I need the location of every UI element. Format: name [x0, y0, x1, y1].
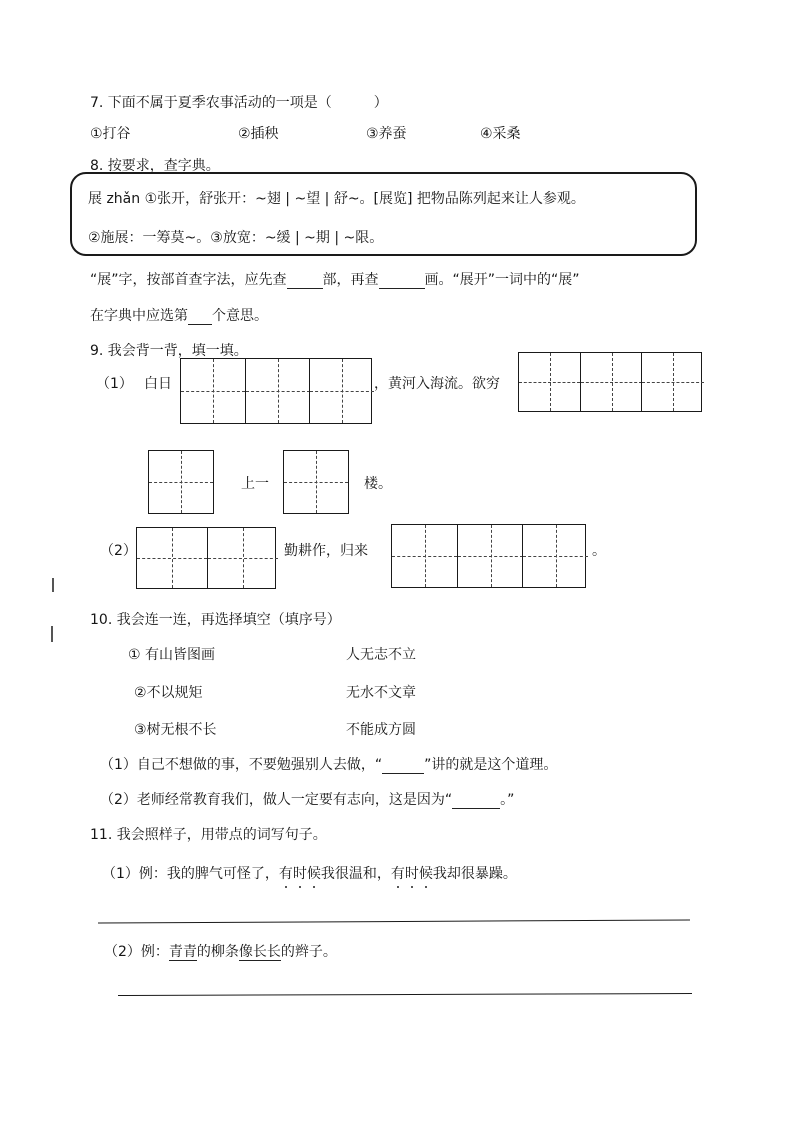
q10-stem: 10. 我会连一连，再选择填空（填序号）	[90, 612, 341, 628]
q9-part1-text-b: ，黄河入海流。欲穷	[374, 376, 500, 392]
q10-blank-1[interactable]	[382, 757, 424, 774]
q9-part2-text-a: 勤耕作，归来	[284, 543, 368, 559]
answer-line-1[interactable]	[98, 919, 690, 923]
q11-e1-dotted-2: 有时候	[391, 866, 433, 882]
q10-s2-text-b: 。”	[500, 792, 515, 808]
q10-blank-2[interactable]	[452, 792, 500, 809]
q11-stem: 11. 我会照样子，用带点的词写句子。	[90, 827, 327, 843]
stroke-count-blank[interactable]	[379, 272, 425, 289]
q10-s1-text-b: ”讲的就是这个道理。	[424, 757, 558, 773]
dictionary-line-2: ②施展：一筹莫~。③放宽：~缓 | ~期 | ~限。	[88, 230, 384, 246]
q9-part2-number: （2）	[100, 543, 137, 559]
q8-text-d: 在字典中应选第	[90, 308, 188, 324]
q11-example-2	[104, 941, 337, 961]
q10-left-item-2[interactable]: ②不以规矩	[134, 685, 203, 701]
q9-part1-text-a: 白日	[144, 376, 172, 392]
q11-example-1	[102, 863, 517, 883]
q11-e2-mid1: 的柳条	[196, 944, 239, 960]
q9-part1-text-c: 上一	[241, 476, 269, 492]
q10-sentence-1	[100, 754, 557, 774]
q8-stem: 8. 按要求，查字典。	[90, 158, 220, 174]
q8-meaning-line	[90, 305, 268, 325]
writing-grid-2[interactable]	[518, 352, 702, 412]
q11-e1-post: 我却很暴躁。	[432, 866, 517, 882]
q10-s2-text-a: （2）老师经常教育我们，做人一定要有志向，这是因为“	[100, 792, 453, 808]
dictionary-line-1: 展 zhǎn ①张开，舒张开：~翅 | ~望 | 舒~。[展览] 把物品陈列起来让人参观。	[88, 191, 585, 207]
writing-grid-4[interactable]	[283, 450, 349, 514]
q8-text-c: 画。“展开”一词中的“展”	[424, 272, 580, 288]
q10-right-item-3[interactable]: 不能成方圆	[346, 722, 416, 738]
q10-s1-text-a: （1）自己不想做的事，不要勉强别人去做，“	[100, 757, 383, 773]
q9-part2-end: 。	[592, 543, 606, 559]
writing-grid-3[interactable]	[148, 450, 214, 514]
q11-e2-mid2: 的	[280, 944, 295, 960]
radical-blank[interactable]	[287, 272, 323, 289]
scan-mark	[51, 626, 53, 642]
answer-line-2[interactable]	[118, 993, 692, 996]
q9-part1-text-d: 楼。	[364, 476, 392, 492]
q11-e2-post: 辫子。	[294, 944, 337, 960]
meaning-blank[interactable]	[188, 308, 212, 325]
q8-radical-line	[90, 269, 580, 289]
writing-grid-1[interactable]	[180, 358, 372, 424]
q7-stem: 7. 下面不属于夏季农事活动的一项是（ ）	[90, 95, 388, 111]
q10-right-item-1[interactable]: 人无志不立	[346, 647, 416, 663]
q7-option-3: ③养蚕	[366, 126, 407, 142]
q11-e2-pre: （2）例：	[104, 944, 169, 960]
q10-left-item-3[interactable]: ③树无根不长	[134, 722, 217, 738]
q10-right-item-2[interactable]: 无水不文章	[346, 685, 416, 701]
q8-text-b: 部，再查	[322, 272, 379, 288]
q11-e2-underlined-2: 像	[238, 944, 253, 960]
q7-option-2: ②插秧	[238, 126, 279, 142]
q7-option-1: ①打谷	[90, 126, 131, 142]
q11-e1-mid: 我很温和，	[320, 866, 391, 882]
q11-e1-dotted-1: 有时候	[279, 866, 321, 882]
q8-text-a: “展”字，按部首查字法，应先查	[90, 272, 287, 288]
q11-e1-pre: （1）例：我的脾气可怪了，	[102, 866, 279, 882]
q7-option-4: ④采桑	[480, 126, 521, 142]
writing-grid-6[interactable]	[391, 524, 586, 588]
writing-grid-5[interactable]	[136, 527, 276, 589]
q9-stem: 9. 我会背一背，填一填。	[90, 343, 248, 359]
q8-text-e: 个意思。	[212, 308, 268, 324]
q10-left-item-1[interactable]: ① 有山皆图画	[128, 647, 216, 663]
scan-mark	[52, 578, 54, 592]
q11-e2-underlined-1: 青青	[168, 944, 197, 960]
q9-part1-number: （1）	[96, 376, 133, 392]
q11-e2-underlined-3: 长长	[252, 944, 281, 960]
q10-sentence-2	[100, 789, 514, 809]
